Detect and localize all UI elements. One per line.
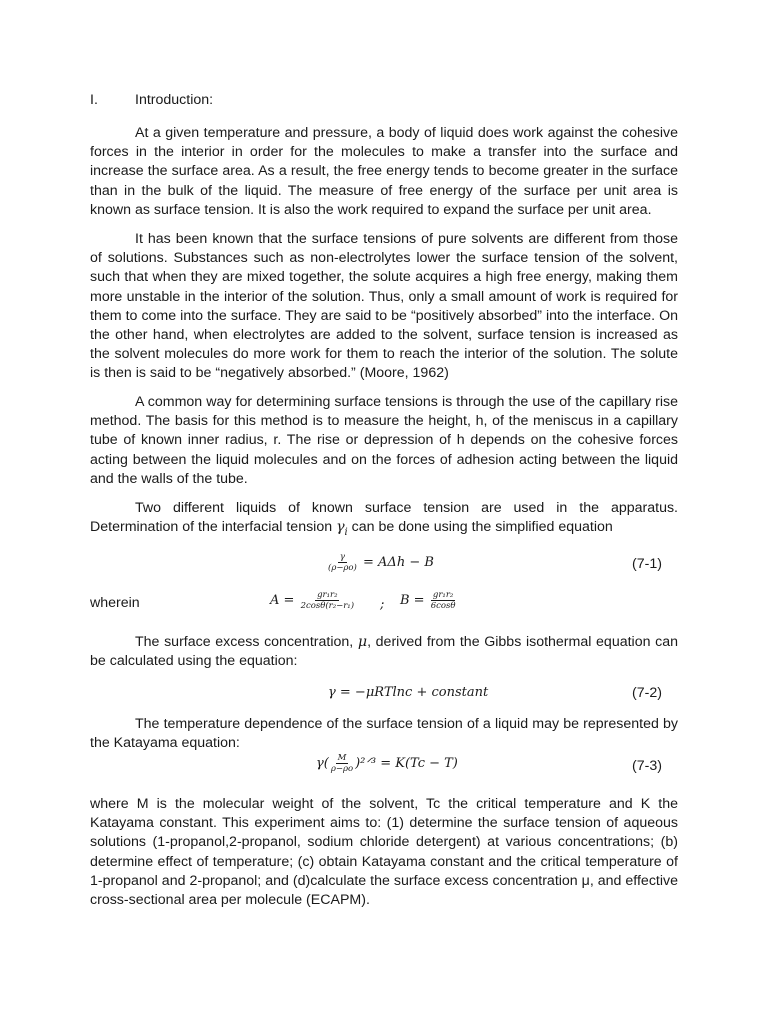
paragraph-7: where M is the molecular weight of the solvent, Tc the critical temperature and K the Katayama constant. This experiment aims to: (1) determine the surface tension of aqueous solutions (1-propanol,2-propanol, sodium chloride detergent) at various concentrations; (b) determine effect of temperature; (c) obtain Katayama constant and the critical temperature of 1-propanol and 2-propanol; and (d)calculate the surface excess concentration μ, and effective cross-sectional area per molecule (ECAPM). <box>90 796 678 909</box>
paragraph-5: The surface excess concentration, μ, derived from the Gibbs isothermal equation can be calculated using the equation: <box>90 634 678 670</box>
equation-7-1: $\frac{\gamma}{(\rho-\rho o)}$ = AΔh − B <box>328 552 434 573</box>
paragraph-6: The temperature dependence of the surface tension of a liquid may be represented by the Katayama equation: <box>90 716 678 752</box>
equation-7-2: γ = −μRTlnc + constant <box>328 685 489 700</box>
paragraph-3: A common way for determining surface tensions is through the use of the capillary rise method. The basis for this method is to measure the height, h, of the meniscus in a capillary tube of known inner radius, r. The rise or depression of h depends on the cohesive forces acting between the liquid molecules and on the forces of adhesion acting between the liquid and the walls of the tube. <box>90 394 678 487</box>
paragraph-2: It has been known that the surface tensions of pure solvents are different from those of solutions. Substances such as non-electrolytes lower the surface tension of the solvent, such that when they are mixed together, the solute acquires a high free energy, making them more unstable in the interior of the solution. Thus, only a small amount of work is required for them to come into the surface. They are said to be “positively absorbed” into the interface. On the other hand, when electrolytes are added to the solvent, surface tension is increased as the solvent molecules do more work for them to reach the interior of the solution. The solute is then is said to be “negatively absorbed.” (Moore, 1962) <box>90 231 678 382</box>
equation-7-3: γ( $\frac{M}{\rho-\rho o}$ )²ᐟ³ = K(Tc − T) <box>316 753 458 774</box>
equation-b-definition: B = $\frac{\text{gr₁r₂}}{6\cos\theta}$ <box>400 590 456 611</box>
section-number: I. <box>90 92 98 108</box>
equation-number-7-1: (7-1) <box>632 556 662 572</box>
equation-number-7-2: (7-2) <box>632 685 662 701</box>
wherein-label: wherein <box>90 595 140 611</box>
section-heading <box>90 91 213 110</box>
equation-number-7-3: (7-3) <box>632 758 662 774</box>
paragraph-1: At a given temperature and pressure, a body of liquid does work against the cohesive forces in the interior in order for the molecules to make a transfer into the surface and increase the surface area. As a result, the free energy tends to become greater in the surface than in the bulk of the liquid. The measure of free energy of the surface per unit area is known as surface tension. It is also the work required to expand the surface per unit area. <box>90 125 678 218</box>
equation-separator: ; <box>380 597 385 612</box>
section-title: Introduction: <box>135 92 214 108</box>
paragraph-4: Two different liquids of known surface tension are used in the apparatus. Determination of the interfacial tension $\gamma_i$ can be done using the simplified equation <box>90 500 678 539</box>
equation-a-definition: A = $\frac{\text{gr₁r₂}}{\text{2cosθ(r₂−r₁)}}$ <box>270 590 355 611</box>
